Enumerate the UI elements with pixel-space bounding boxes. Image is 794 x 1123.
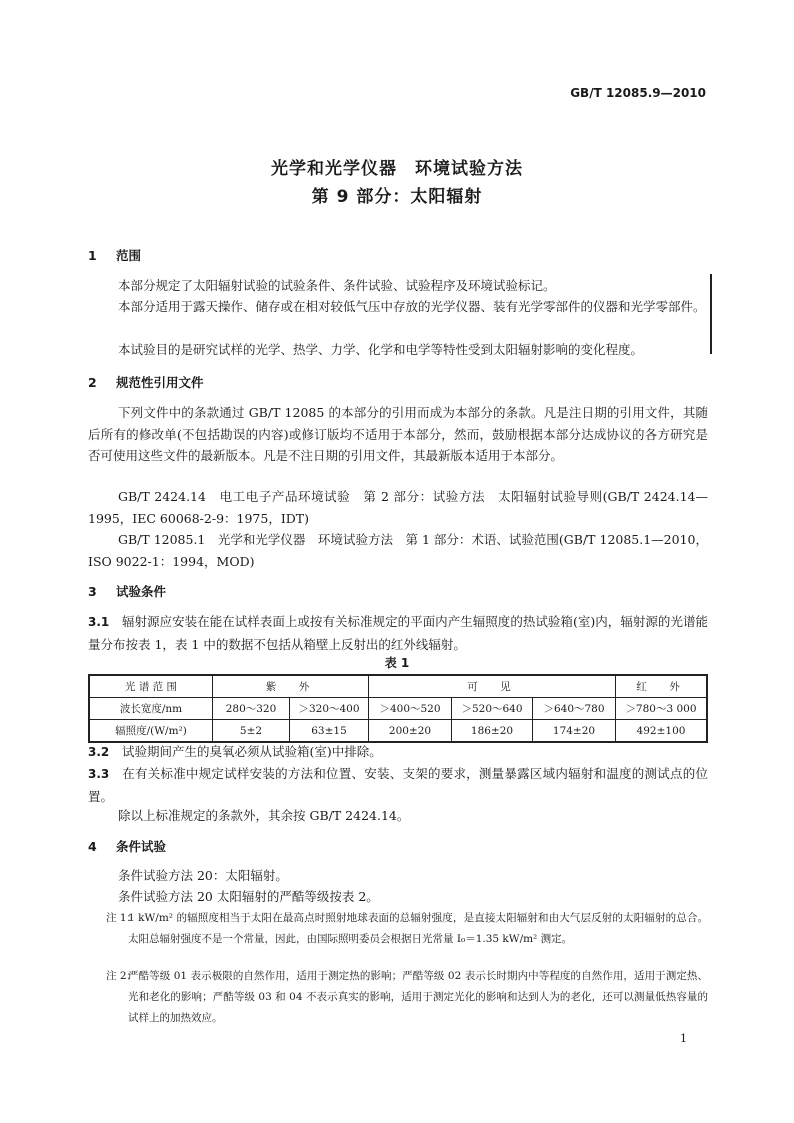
table-header-cell: 红 外 (616, 675, 708, 698)
document-subtitle: 第 9 部分：太阳辐射 (311, 187, 483, 207)
section-title: 试验条件 (116, 584, 167, 599)
section-2-heading (88, 373, 204, 391)
section-4-heading (88, 837, 166, 855)
section-number: 4 (88, 839, 97, 854)
clause-3-2 (88, 741, 708, 764)
paragraph: 下列文件中的条款通过 GB/T 12085 的本部分的引用而成为本部分的条款。凡是注日期的引用文件，其随后所有的修改单(不包括勘误的内容)或修订版均不适用于本部分，然而，鼓励根据本部分达成协议的各方研究是否可使用这些文件的最新版本。凡是不注日期的引用文件，其最新版本适用于本部分。 (88, 405, 708, 463)
section-1-heading (88, 246, 141, 264)
section-number: 2 (88, 375, 97, 390)
section-title: 范围 (116, 248, 142, 263)
note-2 (106, 966, 708, 1029)
table-cell: 200±20 (369, 720, 452, 743)
section-number: 1 (88, 248, 97, 263)
clause-number: 3.3 (88, 767, 110, 781)
paragraph: 条件试验方法 20：太阳辐射。 (118, 868, 288, 883)
table-row (89, 698, 707, 720)
paragraph: 本部分规定了太阳辐射试验的试验条件、条件试验、试验程序及环境试验标记。 (118, 278, 556, 293)
table-row (89, 675, 707, 698)
table-caption: 表 1 (384, 656, 410, 670)
table-cell: ＞400～520 (369, 698, 452, 720)
table-cell: 492±100 (616, 720, 708, 743)
reference-item: GB/T 2424.14 电工电子产品环境试验 第 2 部分：试验方法 太阳辐射试验导则(GB/T 2424.14—1995，IEC 60068-2-9：1975，IDT) (88, 489, 708, 526)
document-title: 光学和光学仪器 环境试验方法 (271, 159, 523, 179)
note-label: 注 1： (106, 912, 138, 924)
table-cell: 5±2 (213, 720, 290, 743)
clause-text: 在有关标准中规定试样安装的方法和位置、安装、支架的要求，测量暴露区域内辐射和温度的测试点的位置。 (88, 766, 708, 804)
table-cell: 280～320 (213, 698, 290, 720)
note-text: 1 kW/m² 的辐照度相当于太阳在最高点时照射地球表面的总辐射强度，是直接太阳辐射和由大气层反射的太阳辐射的总合。太阳总辐射强度不是一个常量，因此，由国际照明委员会根据日光常量 I₀＝1.35 kW/m² 测定。 (128, 912, 708, 945)
spectrum-table (88, 674, 708, 743)
table-cell: 63±15 (290, 720, 369, 743)
page-number: 1 (680, 1032, 687, 1045)
standard-number: GB/T 12085.9—2010 (570, 86, 706, 100)
clause-text: 试验期间产生的臭氧必须从试验箱(室)中排除。 (122, 744, 382, 759)
clause-3-3 (88, 763, 708, 807)
reference-item: GB/T 12085.1 光学和光学仪器 环境试验方法 第 1 部分：术语、试验范围(GB/T 12085.1—2010，ISO 9022-1：1994，MOD) (88, 532, 708, 569)
clause-text: 辐射源应安装在能在试样表面上或按有关标准规定的平面内产生辐照度的热试验箱(室)内，辐射源的光谱能量分布按表 1，表 1 中的数据不包括从箱壁上反射出的红外线辐射。 (88, 614, 708, 652)
table-header-cell: 紫 外 (213, 675, 369, 698)
table-header-cell: 可 见 (369, 675, 616, 698)
clause-number: 3.1 (88, 615, 110, 629)
paragraph: 本部分适用于露天操作、储存或在相对较低气压中存放的光学仪器、装有光学零部件的仪器和光学零部件。 (118, 299, 706, 314)
table-row-label: 波长宽度/nm (89, 698, 213, 720)
section-number: 3 (88, 584, 97, 599)
paragraph: 除以上标准规定的条款外，其余按 GB/T 2424.14。 (118, 808, 410, 823)
change-bar (710, 274, 712, 354)
note-label: 注 2： (106, 970, 138, 982)
note-text: 严酷等级 01 表示极限的自然作用，适用于测定热的影响；严酷等级 02 表示长时期内中等程度的自然作用，适用于测定热、光和老化的影响；严酷等级 03 和 04 不表示真实的影响，适用于测定光化的影响和达到人为的老化，还可以测量低热容量的试样上的加热效应。 (128, 970, 708, 1024)
table-row (89, 720, 707, 743)
section-3-heading (88, 582, 166, 600)
table-cell: 186±20 (452, 720, 533, 743)
paragraph: 条件试验方法 20 太阳辐射的严酷等级按表 2。 (118, 889, 379, 904)
section-title: 条件试验 (116, 839, 167, 854)
table-cell: ＞780～3 000 (616, 698, 708, 720)
paragraph: 本试验目的是研究试样的光学、热学、力学、化学和电学等特性受到太阳辐射影响的变化程度。 (118, 342, 644, 357)
note-1 (106, 908, 708, 950)
clause-3-1 (88, 611, 708, 655)
table-cell: ＞520～640 (452, 698, 533, 720)
table-header-cell: 光 谱 范 围 (89, 675, 213, 698)
table-cell: ＞320～400 (290, 698, 369, 720)
table-cell: ＞640～780 (533, 698, 616, 720)
clause-number: 3.2 (88, 745, 110, 759)
table-cell: 174±20 (533, 720, 616, 743)
table-row-label: 辐照度/(W/m²) (89, 720, 213, 743)
section-title: 规范性引用文件 (116, 375, 204, 390)
